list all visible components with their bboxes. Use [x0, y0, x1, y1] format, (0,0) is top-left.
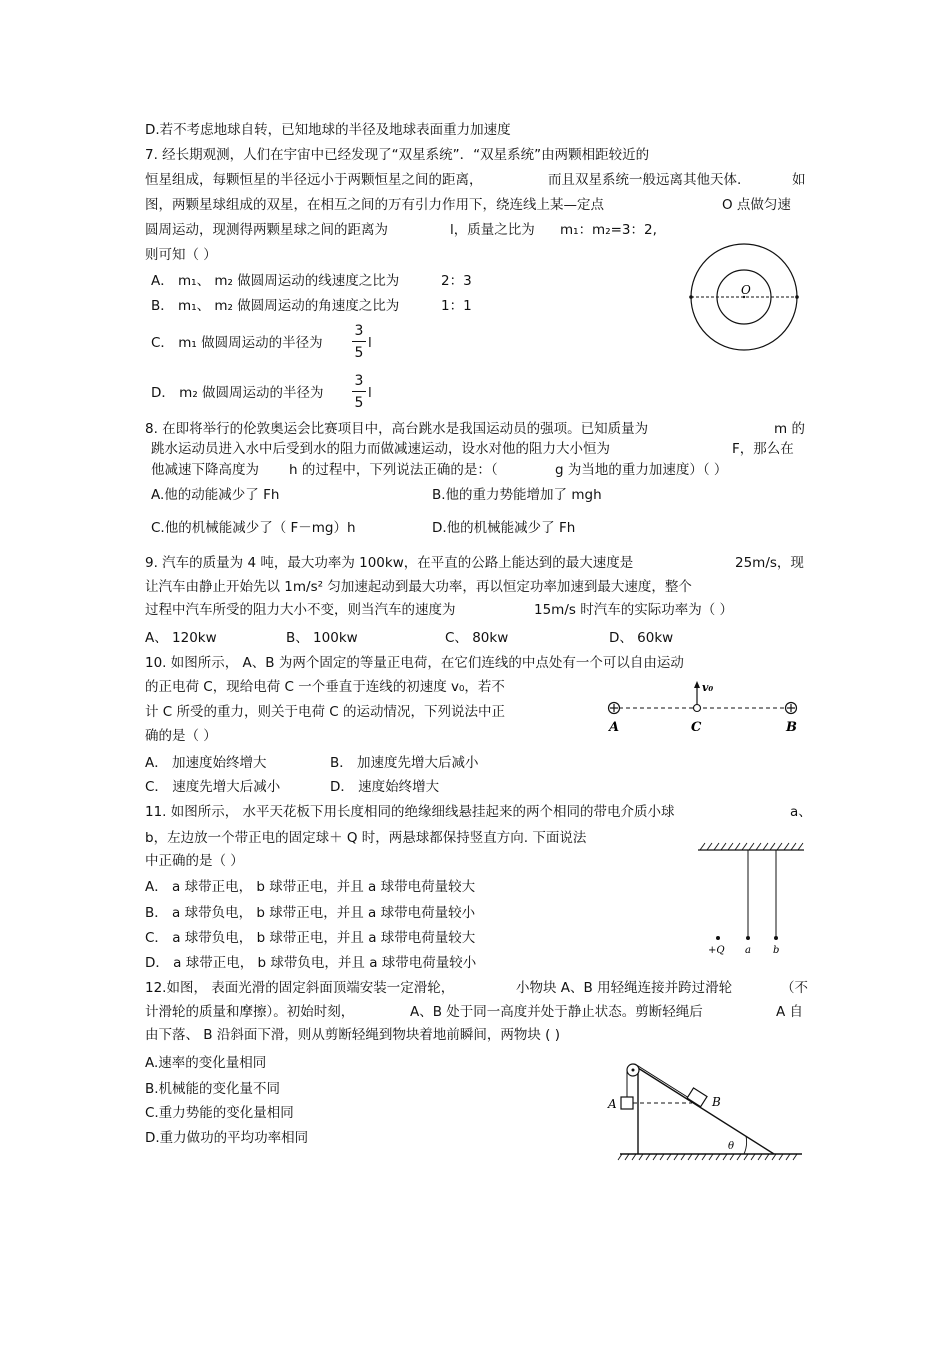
q7-option-b: B． m₁、 m₂ 做圆周运动的角速度之比为: [151, 298, 400, 314]
q12-option-b: B.机械能的变化量不同: [145, 1081, 281, 1097]
q7-line-3a: 图，两颗星球组成的双星，在相互之间的万有引力作用下，绕连线上某—定点: [145, 197, 604, 213]
q12-line-2a: 计滑轮的质量和摩擦）。初始时刻，: [145, 1004, 355, 1020]
pulley-axle: [632, 1069, 635, 1072]
q7-line-2c: 如: [792, 172, 806, 188]
q8-line-1a: 8. 在即将举行的伦敦奥运会比赛项目中，高台跳水是我国运动员的强项。已知质量为: [145, 421, 649, 437]
binary-star-figure: [686, 242, 802, 352]
q12-line-2b: A、B 处于同一高度并处于静止状态。剪断轻绳后: [410, 1004, 703, 1020]
label-c: C: [691, 720, 702, 735]
q7-line-4b: l，质量之比为: [450, 222, 535, 238]
ground-hatching: [618, 1154, 797, 1160]
q7-line-2a: 恒星组成，每颗恒星的半径远小于两颗恒星之间的距离，: [145, 172, 483, 188]
q10-line-2: 的正电荷 C，现给电荷 C 一个垂直于连线的初速度 v₀，若不: [145, 679, 505, 695]
q12-line-2c: A 自: [776, 1004, 804, 1020]
incline-surface: [638, 1068, 774, 1154]
q9-line-1a: 9. 汽车的质量为 4 吨，最大功率为 100kw，在平直的公路上能达到的最大速度是: [145, 555, 634, 571]
q9-option-b: B、 100kw: [286, 630, 358, 646]
q10-line-3: 计 C 所受的重力，则关于电荷 C 的运动情况，下列说法中正: [145, 704, 506, 720]
q8-option-a: A.他的动能减少了 Fh: [151, 487, 280, 503]
q8-line-2a: 跳水运动员进入水中后受到水的阻力而做减速运动，设水对他的阻力大小恒为: [151, 441, 610, 457]
q12-line-1c: （不: [781, 980, 808, 996]
label-b: B: [712, 1095, 721, 1109]
q7-d-denominator: 5: [354, 395, 364, 411]
q7-option-c: C． m₁ 做圆周运动的半径为: [151, 335, 323, 351]
q10-option-b: B． 加速度先增大后减小: [330, 755, 479, 771]
label-b: B: [786, 720, 797, 735]
q7-d-numerator: 3: [354, 373, 364, 389]
q9-line-3b: 15m/s 时汽车的实际功率为（ ）: [534, 602, 733, 618]
q7-line-2b: 而且双星系统一般远离其他天体.: [548, 172, 742, 188]
label-a: A: [608, 1097, 617, 1111]
q8-line-1b: m 的: [774, 421, 805, 437]
prev-option-d: D.若不考虑地球自转，已知地球的半径及地球表面重力加速度: [145, 122, 511, 138]
q9-option-c: C、 80kw: [445, 630, 509, 646]
q7-line-3b: O 点做匀速: [722, 197, 791, 213]
q8-line-3a: 他减速下降高度为: [151, 462, 259, 478]
q7-line-4a: 圆周运动，现测得两颗星球之间的距离为: [145, 222, 388, 238]
charges-figure: [600, 676, 805, 740]
fraction-bar: [352, 341, 366, 342]
label-theta: θ: [728, 1141, 735, 1152]
label-b: b: [773, 945, 780, 956]
charge-q: [716, 936, 720, 940]
q9-line-1b: 25m/s，现: [735, 555, 804, 571]
q7-option-a: A． m₁、 m₂ 做圆周运动的线速度之比为: [151, 273, 400, 289]
q7-line-4c: m₁：m₂=3：2,: [560, 222, 657, 238]
q10-option-c: C． 速度先增大后减小: [145, 779, 281, 795]
velocity-arrow-head: [694, 681, 700, 688]
q7-c-denominator: 5: [354, 345, 364, 361]
ball-a: [746, 936, 750, 940]
incline-pulley-figure: [602, 1056, 806, 1166]
q9-line-2: 让汽车由静止开始先以 1m/s² 匀加速起动到最大功率，再以恒定功率加速到最大速度，整个: [145, 579, 692, 595]
label-v0: v₀: [702, 681, 714, 694]
center-label: O: [741, 283, 751, 297]
q9-option-d: D、 60kw: [609, 630, 674, 646]
q10-line-4: 确的是（ ）: [145, 728, 217, 744]
q7-option-b-value: 1：1: [441, 298, 472, 314]
ball-b: [774, 936, 778, 940]
q8-line-2b: F，那么在: [732, 441, 794, 457]
q7-option-a-value: 2：3: [441, 273, 472, 289]
label-a: A: [609, 720, 620, 735]
q12-line-3: 由下落、 B 沿斜面下滑，则从剪断轻绳到物块着地前瞬间，两物块 ( ): [145, 1027, 560, 1043]
charge-c: [694, 705, 701, 712]
q10-option-d: D． 速度始终增大: [330, 779, 440, 795]
q8-option-b: B.他的重力势能增加了 mgh: [432, 487, 602, 503]
star-m1: [689, 295, 693, 299]
q9-option-a: A、 120kw: [145, 630, 217, 646]
q8-option-c: C.他的机械能减少了（ F－mg）h: [151, 520, 356, 536]
q7-c-variable: l: [368, 335, 372, 351]
q8-option-d: D.他的机械能减少了 Fh: [432, 520, 576, 536]
q11-line-1b: a、: [790, 804, 812, 820]
label-a: a: [745, 945, 751, 956]
q7-option-d: D． m₂ 做圆周运动的半径为: [151, 385, 324, 401]
star-m2: [795, 295, 799, 299]
q11-line-2: b，左边放一个带正电的固定球＋ Q 时，两悬球都保持竖直方向. 下面说法: [145, 830, 587, 846]
q7-line-5: 则可知（ ）: [145, 247, 217, 263]
hanging-balls-figure: [696, 838, 806, 960]
label-q: +Q: [708, 945, 725, 956]
q9-line-3a: 过程中汽车所受的阻力大小不变，则当汽车的速度为: [145, 602, 456, 618]
q11-option-a: A． a 球带正电， b 球带正电，并且 a 球带电荷量较大: [145, 879, 476, 895]
q11-line-1a: 11. 如图所示， 水平天花板下用长度相同的绝缘细线悬挂起来的两个相同的带电介质小球: [145, 804, 675, 820]
q12-option-d: D.重力做功的平均功率相同: [145, 1130, 309, 1146]
q8-line-3b: h 的过程中，下列说法正确的是：（: [289, 462, 498, 478]
q10-option-a: A． 加速度始终增大: [145, 755, 267, 771]
q12-option-a: A.速率的变化量相同: [145, 1055, 267, 1071]
q11-option-d: D． a 球带正电， b 球带负电，并且 a 球带电荷量较小: [145, 955, 477, 971]
q12-line-1b: 小物块 A、B 用轻绳连接并跨过滑轮: [516, 980, 733, 996]
rope-to-b: [635, 1064, 689, 1098]
q7-d-variable: l: [368, 385, 372, 401]
block-b-group: [687, 1088, 707, 1107]
ceiling-hatching: [700, 843, 803, 850]
block-a: [621, 1097, 633, 1109]
q7-line-1: 7. 经长期观测，人们在宇宙中已经发现了“双星系统”．“双星系统”由两颗相距较近的: [145, 147, 650, 163]
q10-line-1: 10. 如图所示， A、B 为两个固定的等量正电荷，在它们连线的中点处有一个可以自由运动: [145, 655, 684, 671]
fraction-bar: [352, 391, 366, 392]
block-b: [687, 1088, 707, 1107]
q12-line-1a: 12.如图， 表面光滑的固定斜面顶端安装一定滑轮，: [145, 980, 455, 996]
q12-option-c: C.重力势能的变化量相同: [145, 1105, 294, 1121]
q8-line-3c: g 为当地的重力加速度）（ ）: [555, 462, 728, 478]
q11-line-3: 中正确的是（ ）: [145, 853, 244, 869]
q7-c-numerator: 3: [354, 323, 364, 339]
angle-arc: [744, 1136, 747, 1154]
q11-option-b: B． a 球带负电， b 球带正电，并且 a 球带电荷量较小: [145, 905, 476, 921]
q11-option-c: C． a 球带负电， b 球带正电，并且 a 球带电荷量较大: [145, 930, 476, 946]
